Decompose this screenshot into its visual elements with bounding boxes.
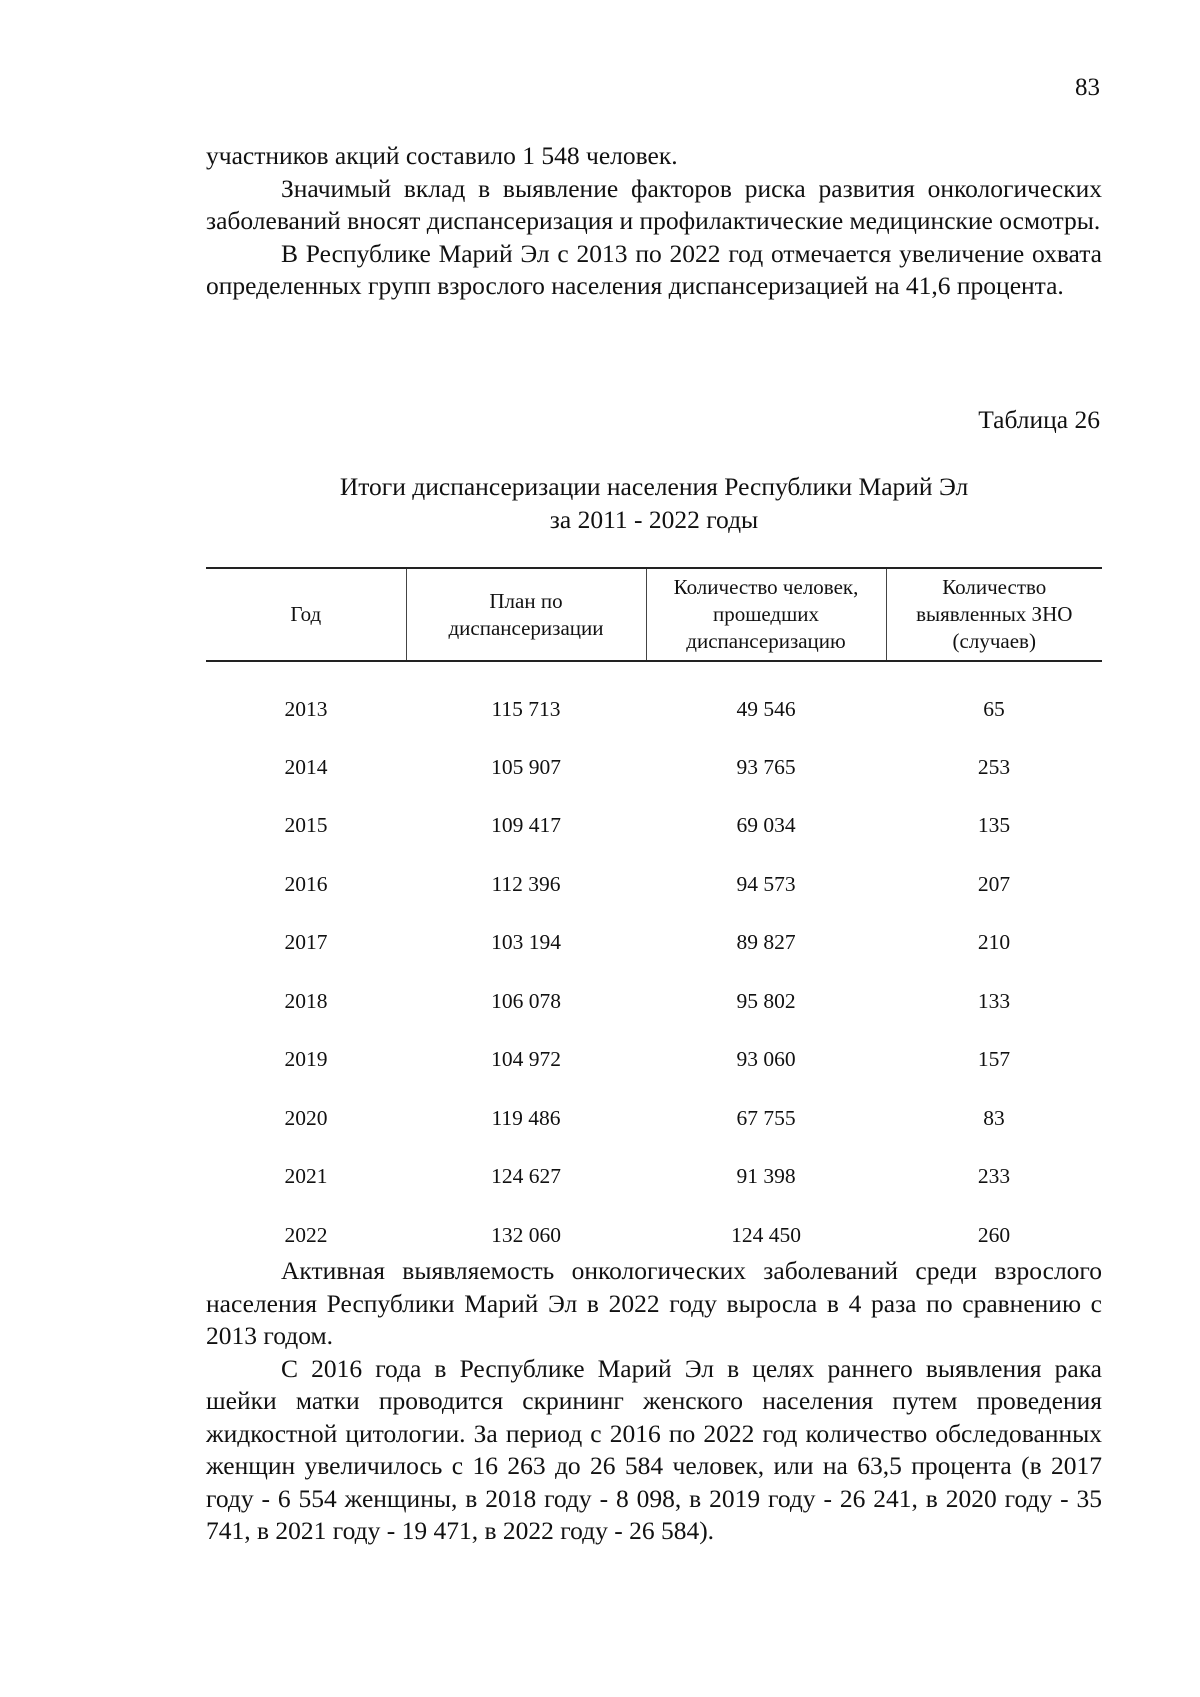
- page-number: 83: [1075, 74, 1100, 101]
- table-header-row: [206, 568, 1102, 661]
- cell-zno: 65: [983, 696, 1005, 721]
- cell-passed: 91 398: [736, 1164, 796, 1189]
- cell-plan: 119 486: [491, 1105, 561, 1130]
- table-title: [206, 470, 1102, 536]
- cell-year: 2021: [284, 1164, 328, 1189]
- table-row: [206, 855, 1102, 914]
- table-row: [206, 1089, 1102, 1148]
- cell-plan: 112 396: [491, 871, 561, 896]
- header-plan: План по диспансеризации: [406, 568, 646, 661]
- cell-zno: 253: [977, 754, 1011, 779]
- cell-year: 2013: [284, 696, 328, 721]
- cell-passed: 93 765: [736, 754, 796, 779]
- cell-year: 2020: [284, 1105, 328, 1130]
- table-row: [206, 914, 1102, 973]
- paragraph-3: В Республике Марий Эл с 2013 по 2022 год отмечается увеличение охвата определенных групп взрослого населения диспансеризацией на 41,6 процента.: [206, 238, 1102, 300]
- cell-passed: 49 546: [736, 696, 796, 721]
- table-row: [206, 797, 1102, 856]
- cell-year: 2014: [284, 754, 328, 779]
- cell-zno: 133: [977, 988, 1011, 1013]
- table-label: Таблица 26: [978, 405, 1100, 434]
- table-row: [206, 738, 1102, 797]
- top-text: [206, 140, 1102, 303]
- table-title-line-1: Итоги диспансеризации населения Республики Марий Эл: [339, 472, 969, 501]
- cell-zno: 207: [977, 871, 1011, 896]
- cell-passed: 89 827: [736, 930, 796, 955]
- table-row: [206, 1031, 1102, 1090]
- cell-passed: 67 755: [736, 1105, 796, 1130]
- cell-year: 2018: [284, 988, 328, 1013]
- cell-plan: 132 060: [491, 1222, 561, 1247]
- header-zno: Количество выявленных ЗНО (случаев): [886, 568, 1102, 661]
- cell-zno: 157: [977, 1047, 1011, 1072]
- cell-passed: 94 573: [736, 871, 796, 896]
- table-row: [206, 1148, 1102, 1207]
- cell-year: 2022: [284, 1222, 328, 1247]
- cell-zno: 260: [977, 1222, 1011, 1247]
- cell-passed: 124 450: [731, 1222, 801, 1247]
- cell-zno: 83: [983, 1105, 1005, 1130]
- cell-plan: 109 417: [491, 813, 561, 838]
- paragraph-2: Значимый вклад в выявление факторов риска развития онкологических заболеваний вносят диспансеризация и профилактические медицинские осмотры.: [206, 173, 1102, 235]
- header-year: Год: [206, 568, 406, 661]
- cell-passed: 93 060: [736, 1047, 796, 1072]
- cell-zno: 210: [977, 930, 1011, 955]
- cell-plan: 105 907: [491, 754, 561, 779]
- paragraph-4: Активная выявляемость онкологических заболеваний среди взрослого населения Республики Марий Эл в 2022 году выросла в 4 раза по сравнению с 2013 годом.: [206, 1256, 1102, 1350]
- results-table: [206, 567, 1102, 1265]
- paragraph-5: С 2016 года в Республике Марий Эл в целях раннего выявления рака шейки матки проводится скрининг женского населения путем проведения жидкостной цитологии. За период с 2016 по 2022 год количество обследованных женщин увеличилось с 16 263 до 26 584 человек, или на 63,5 процента (в 2017 году - 6 554 женщины, в 2018 году - 8 098, в 2019 году - 26 241, в 2020 году - 35 741, в 2021 году - 19 471, в 2022 году - 26 584).: [206, 1353, 1102, 1545]
- header-passed: Количество человек, прошедших диспансеризацию: [646, 568, 886, 661]
- cell-plan: 115 713: [491, 696, 561, 721]
- paragraph-1: участников акций составило 1 548 человек.: [206, 141, 678, 170]
- cell-passed: 95 802: [736, 988, 796, 1013]
- cell-plan: 106 078: [491, 988, 561, 1013]
- cell-year: 2017: [284, 930, 328, 955]
- cell-zno: 233: [977, 1164, 1011, 1189]
- cell-year: 2019: [284, 1047, 328, 1072]
- cell-plan: 124 627: [491, 1164, 561, 1189]
- cell-plan: 104 972: [491, 1047, 561, 1072]
- cell-plan: 103 194: [491, 930, 561, 955]
- table-row: [206, 661, 1102, 738]
- bottom-text: [206, 1255, 1102, 1548]
- table-title-line-2: за 2011 - 2022 годы: [549, 505, 759, 534]
- cell-zno: 135: [977, 813, 1011, 838]
- table-row: [206, 972, 1102, 1031]
- cell-year: 2016: [284, 871, 328, 896]
- cell-passed: 69 034: [736, 813, 796, 838]
- cell-year: 2015: [284, 813, 328, 838]
